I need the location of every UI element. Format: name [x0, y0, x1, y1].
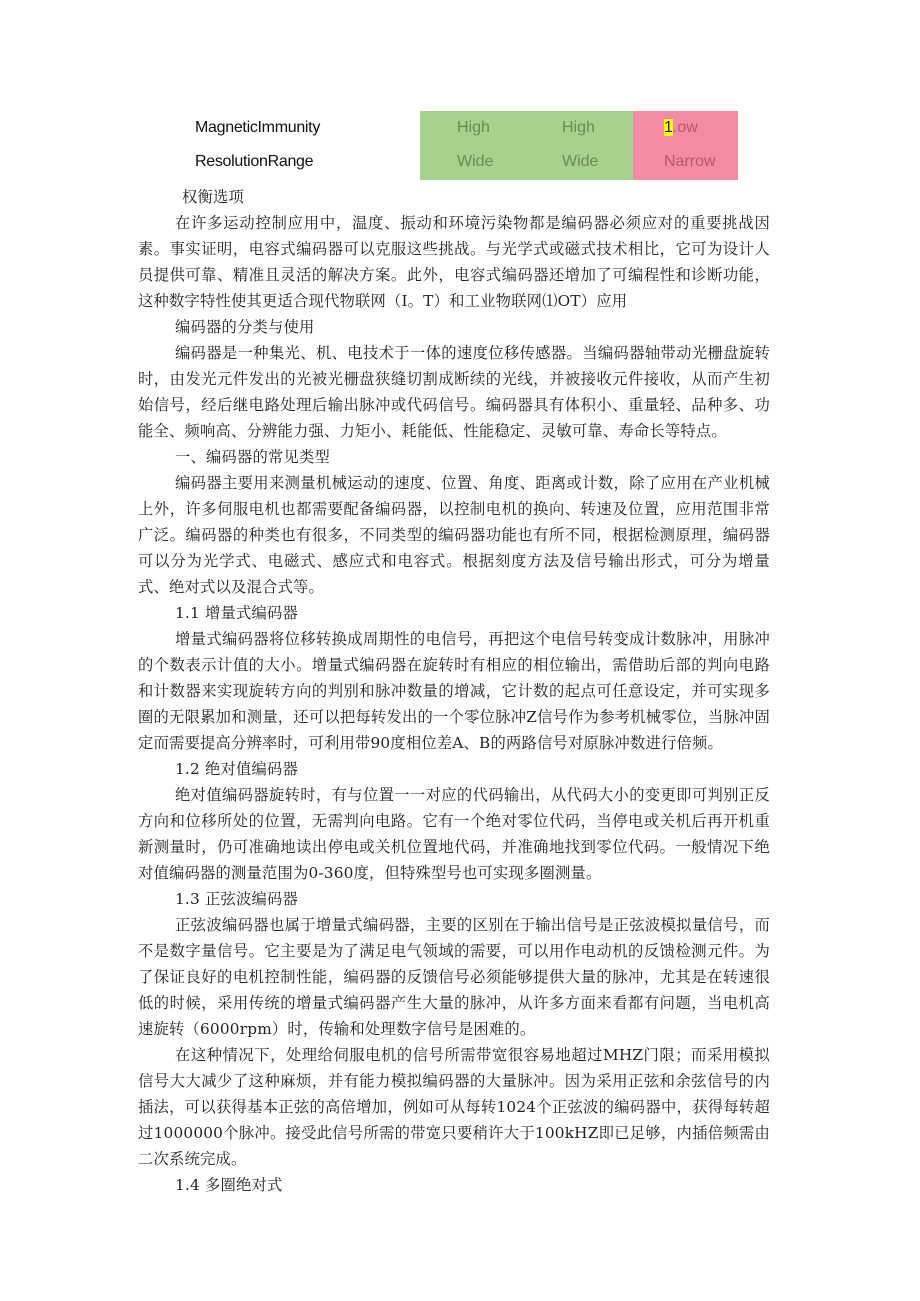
paragraph: 正弦波编码器也属于增量式编码器，主要的区别在于输出信号是正弦波模拟量信号，而不是数字量信号。它主要是为了满足电气领域的需要，可以用作电动机的反馈检测元件。为了保证良好的电机控制性能，编码器的反馈信号必须能够提供大量的脉冲，尤其是在转速很低的时候，采用传统的增量式编码器产生大量的脉冲，从许多方面来看都有问题，当电机高速旋转（6000rpm）时，传输和处理数字信号是困难的。 — [138, 916, 770, 1038]
highlighted-char: 1 — [664, 119, 673, 136]
section-heading: 权衡选项 — [182, 188, 244, 206]
table-cell: High — [526, 111, 633, 145]
row-label: MagneticImmunity — [195, 119, 321, 136]
table-cell: Narrow — [633, 145, 738, 180]
section-heading: 1.1 增量式编码器 — [175, 604, 298, 622]
table-cell: Wide — [420, 145, 526, 180]
table-cell: High — [420, 111, 526, 145]
section-heading: 编码器的分类与使用 — [175, 318, 315, 336]
paragraph: 增量式编码器将位移转换成周期性的电信号，再把这个电信号转变成计数脉冲，用脉冲的个数表示计值的大小。增量式编码器在旋转时有相应的相位输出，需借助后部的判向电路和计数器来实现旋转方向的判别和脉冲数量的增减，它计数的起点可任意设定，并可实现多圈的无限累加和测量，还可以把每转发出的一个零位脉冲Z信号作为参考机械零位，当脉冲固定而需要提高分辨率时，可利用带90度相位差A、B的两路信号对原脉冲数进行倍频。 — [138, 630, 770, 752]
section-heading: 1.3 正弦波编码器 — [175, 890, 298, 908]
table-row-resolution-range — [195, 145, 738, 180]
row-label: ResolutionRange — [195, 153, 314, 170]
paragraph: 在这种情况下，处理给伺服电机的信号所需带宽很容易地超过MHZ门限；而采用模拟信号大大减少了这种麻烦，并有能力模拟编码器的大量脉冲。因为采用正弦和余弦信号的内插法，可以获得基本正弦的高倍增加，例如可从每转1024个正弦波的编码器中，获得每转超过1000000个脉冲。接受此信号所需的带宽只要稍许大于100kHZ即已足够，内插倍频需由二次系统完成。 — [138, 1046, 770, 1168]
section-heading: 一、编码器的常见类型 — [175, 448, 330, 466]
table-cell: Wide — [526, 145, 633, 180]
paragraph: 绝对值编码器旋转时，有与位置一一对应的代码输出，从代码大小的变更即可判别正反方向和位移所处的位置，无需判向电路。它有一个绝对零位代码，当停电或关机后再开机重新测量时，仍可准确地读出停电或关机位置地代码，并准确地找到零位代码。一般情况下绝对值编码器的测量范围为0-360度，但特殊型号也可实现多圈测量。 — [138, 786, 770, 882]
table-cell — [633, 111, 738, 145]
cell-text-rest: .ow — [672, 119, 698, 136]
body-text — [138, 184, 770, 1198]
table-row-magnetic-immunity — [195, 111, 738, 145]
section-heading: 1.2 绝对值编码器 — [175, 760, 298, 778]
paragraph: 编码器是一种集光、机、电技术于一体的速度位移传感器。当编码器轴带动光栅盘旋转时，由发光元件发出的光被光栅盘狭缝切割成断续的光线，并被接收元件接收，从而产生初始信号，经后继电路处理后输出脉冲或代码信号。编码器具有体积小、重量轻、品种多、功能全、频响高、分辨能力强、力矩小、耗能低、性能稳定、灵敏可靠、寿命长等特点。 — [138, 344, 770, 440]
section-heading: 1.4 多圈绝对式 — [175, 1176, 283, 1194]
paragraph: 编码器主要用来测量机械运动的速度、位置、角度、距离或计数，除了应用在产业机械上外，许多伺服电机也都需要配备编码器，以控制电机的换向、转速及位置，应用范围非常广泛。编码器的种类也有很多，不同类型的编码器功能也有所不同，根据检测原理，编码器可以分为光学式、电磁式、感应式和电容式。根据刻度方法及信号输出形式，可分为增量式、绝对式以及混合式等。 — [138, 474, 770, 596]
paragraph: 在许多运动控制应用中，温度、振动和环境污染物都是编码器必须应对的重要挑战因素。事实证明，电容式编码器可以克服这些挑战。与光学式或磁式技术相比，它可为设计人员提供可靠、精准且灵活的解决方案。此外，电容式编码器还增加了可编程性和诊断功能，这种数字特性使其更适合现代物联网（I。T）和工业物联网⑴OT）应用 — [138, 214, 770, 310]
